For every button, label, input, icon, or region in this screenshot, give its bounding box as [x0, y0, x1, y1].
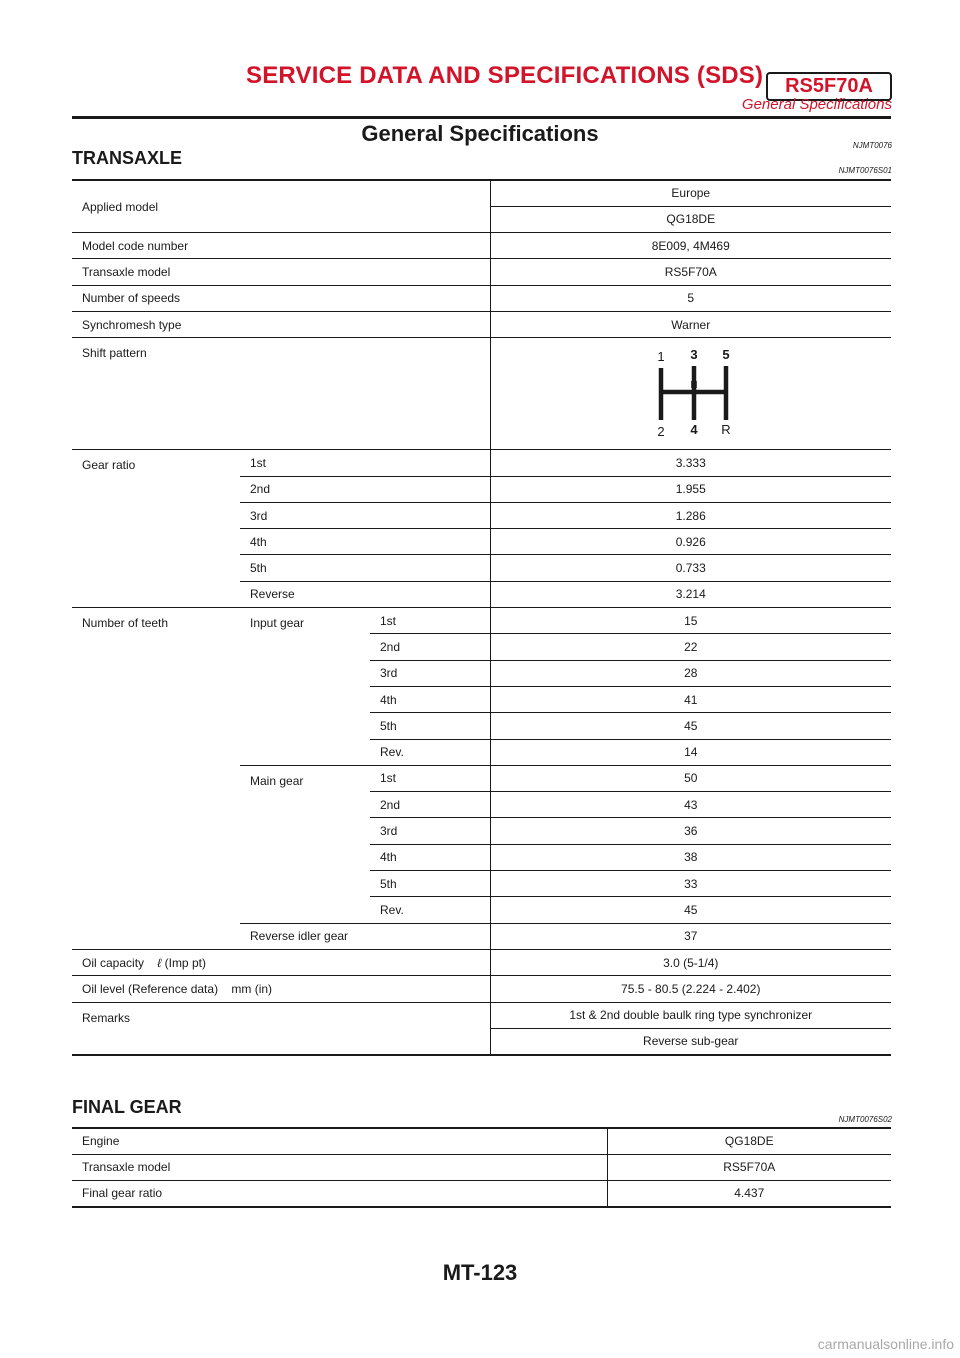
applied-model-label: Applied model	[72, 180, 490, 233]
oil-capacity-value: 3.0 (5-1/4)	[490, 949, 891, 975]
final-gear-label: Transaxle model	[72, 1154, 607, 1180]
table-row	[72, 450, 891, 476]
gear-ratio-value: 3.333	[490, 450, 891, 476]
shift-neutral-label: N	[690, 379, 698, 391]
model-code-value: 8E009, 4M469	[490, 233, 891, 259]
shift-pattern-diagram	[641, 344, 741, 444]
gear-name: 5th	[370, 871, 490, 897]
shift-gear-label: 2	[657, 423, 665, 439]
table-row	[72, 1002, 891, 1028]
table-row	[72, 1128, 891, 1154]
table-row	[72, 1181, 891, 1207]
speeds-value: 5	[490, 285, 891, 311]
watermark: carmanualsonline.info	[817, 1336, 954, 1352]
gear-name: 5th	[370, 713, 490, 739]
teeth-value: 28	[490, 660, 891, 686]
table-row	[72, 338, 891, 450]
oil-capacity-label	[72, 949, 490, 975]
gear-name: 1st	[370, 608, 490, 634]
gear-name: 4th	[370, 844, 490, 870]
transaxle-ref-code: NJMT0076S01	[838, 166, 892, 175]
teeth-value: 41	[490, 686, 891, 712]
teeth-label: Number of teeth	[72, 608, 240, 950]
gear-name: 1st	[240, 450, 490, 476]
teeth-value: 33	[490, 871, 891, 897]
gear-name: 3rd	[240, 502, 490, 528]
shift-gate-lines	[661, 366, 726, 420]
gear-ratio-value: 3.214	[490, 581, 891, 607]
teeth-value: 38	[490, 844, 891, 870]
remarks-value: 1st & 2nd double baulk ring type synchronizer	[490, 1002, 891, 1028]
gear-name: 1st	[370, 765, 490, 791]
teeth-value: 45	[490, 897, 891, 923]
shift-gear-label: 3	[690, 346, 698, 362]
reverse-idler-value: 37	[490, 923, 891, 949]
main-gear-label: Main gear	[240, 765, 370, 923]
table-row	[72, 1154, 891, 1180]
main-ref-code: NJMT0076	[852, 141, 892, 150]
synchromesh-label: Synchromesh type	[72, 311, 490, 337]
table-row	[72, 285, 891, 311]
page-number: MT-123	[442, 1260, 518, 1285]
oil-capacity-unit: (Imp pt)	[164, 955, 206, 970]
remarks-label: Remarks	[82, 1010, 131, 1025]
transaxle-model-value: RS5F70A	[490, 259, 891, 285]
section-title: SERVICE DATA AND SPECIFICATIONS (SDS)	[246, 62, 764, 89]
final-gear-value: QG18DE	[607, 1128, 891, 1154]
final-gear-heading: FINAL GEAR	[72, 1097, 182, 1117]
transaxle-spec-table	[72, 179, 891, 1056]
teeth-value: 14	[490, 739, 891, 765]
gear-name: 4th	[370, 686, 490, 712]
teeth-value: 36	[490, 818, 891, 844]
final-gear-value: 4.437	[607, 1181, 891, 1207]
gear-name: 5th	[240, 555, 490, 581]
page-title: General Specifications	[361, 121, 599, 146]
liter-symbol: ℓ	[157, 955, 162, 970]
final-gear-value: RS5F70A	[607, 1154, 891, 1180]
oil-level-label: Oil level (Reference data) mm (in)	[72, 976, 490, 1002]
speeds-label: Number of speeds	[72, 285, 490, 311]
gear-name: Reverse	[240, 581, 490, 607]
shift-gear-label: 5	[722, 346, 730, 362]
input-gear-label: Input gear	[240, 608, 370, 766]
final-gear-label: Engine	[72, 1128, 607, 1154]
gear-name: 3rd	[370, 660, 490, 686]
transaxle-heading: TRANSAXLE	[72, 148, 183, 168]
synchromesh-value: Warner	[490, 311, 891, 337]
table-row	[72, 949, 891, 975]
model-badge: RS5F70A	[766, 72, 892, 101]
shift-gear-label: 4	[690, 421, 698, 437]
gear-name: 3rd	[370, 818, 490, 844]
table-row	[72, 233, 891, 259]
final-gear-table	[72, 1127, 891, 1208]
shift-pattern-label: Shift pattern	[72, 338, 490, 450]
oil-level-value: 75.5 - 80.5 (2.224 - 2.402)	[490, 976, 891, 1002]
gear-ratio-value: 0.733	[490, 555, 891, 581]
final-gear-ref-code: NJMT0076S02	[838, 1115, 892, 1124]
table-row	[72, 608, 891, 634]
shift-gear-label: R	[721, 421, 731, 437]
applied-model-region: Europe	[490, 180, 891, 206]
teeth-value: 15	[490, 608, 891, 634]
reverse-idler-label: Reverse idler gear	[240, 923, 490, 949]
gear-ratio-value: 1.286	[490, 502, 891, 528]
table-row	[72, 259, 891, 285]
shift-pattern-cell	[490, 338, 891, 450]
header-rule	[72, 116, 891, 119]
shift-gear-label: 1	[657, 348, 665, 364]
remarks-value: Reverse sub-gear	[490, 1028, 891, 1054]
table-row	[72, 976, 891, 1002]
transaxle-model-label: Transaxle model	[72, 259, 490, 285]
teeth-value: 22	[490, 634, 891, 660]
gear-name: 2nd	[370, 634, 490, 660]
gear-name: Rev.	[370, 739, 490, 765]
section-subtitle: General Specifications	[741, 96, 892, 113]
model-code-label: Model code number	[72, 233, 490, 259]
gear-ratio-value: 0.926	[490, 529, 891, 555]
table-row	[72, 180, 891, 206]
final-gear-label: Final gear ratio	[82, 1186, 163, 1201]
table-row	[72, 311, 891, 337]
gear-ratio-value: 1.955	[490, 476, 891, 502]
gear-name: Rev.	[370, 897, 490, 923]
gear-name: 2nd	[370, 792, 490, 818]
teeth-value: 43	[490, 792, 891, 818]
gear-ratio-label: Gear ratio	[72, 450, 240, 608]
oil-capacity-text: Oil capacity	[82, 955, 145, 970]
teeth-value: 45	[490, 713, 891, 739]
gear-name: 2nd	[240, 476, 490, 502]
applied-model-engine: QG18DE	[490, 206, 891, 232]
teeth-value: 50	[490, 765, 891, 791]
gear-name: 4th	[240, 529, 490, 555]
